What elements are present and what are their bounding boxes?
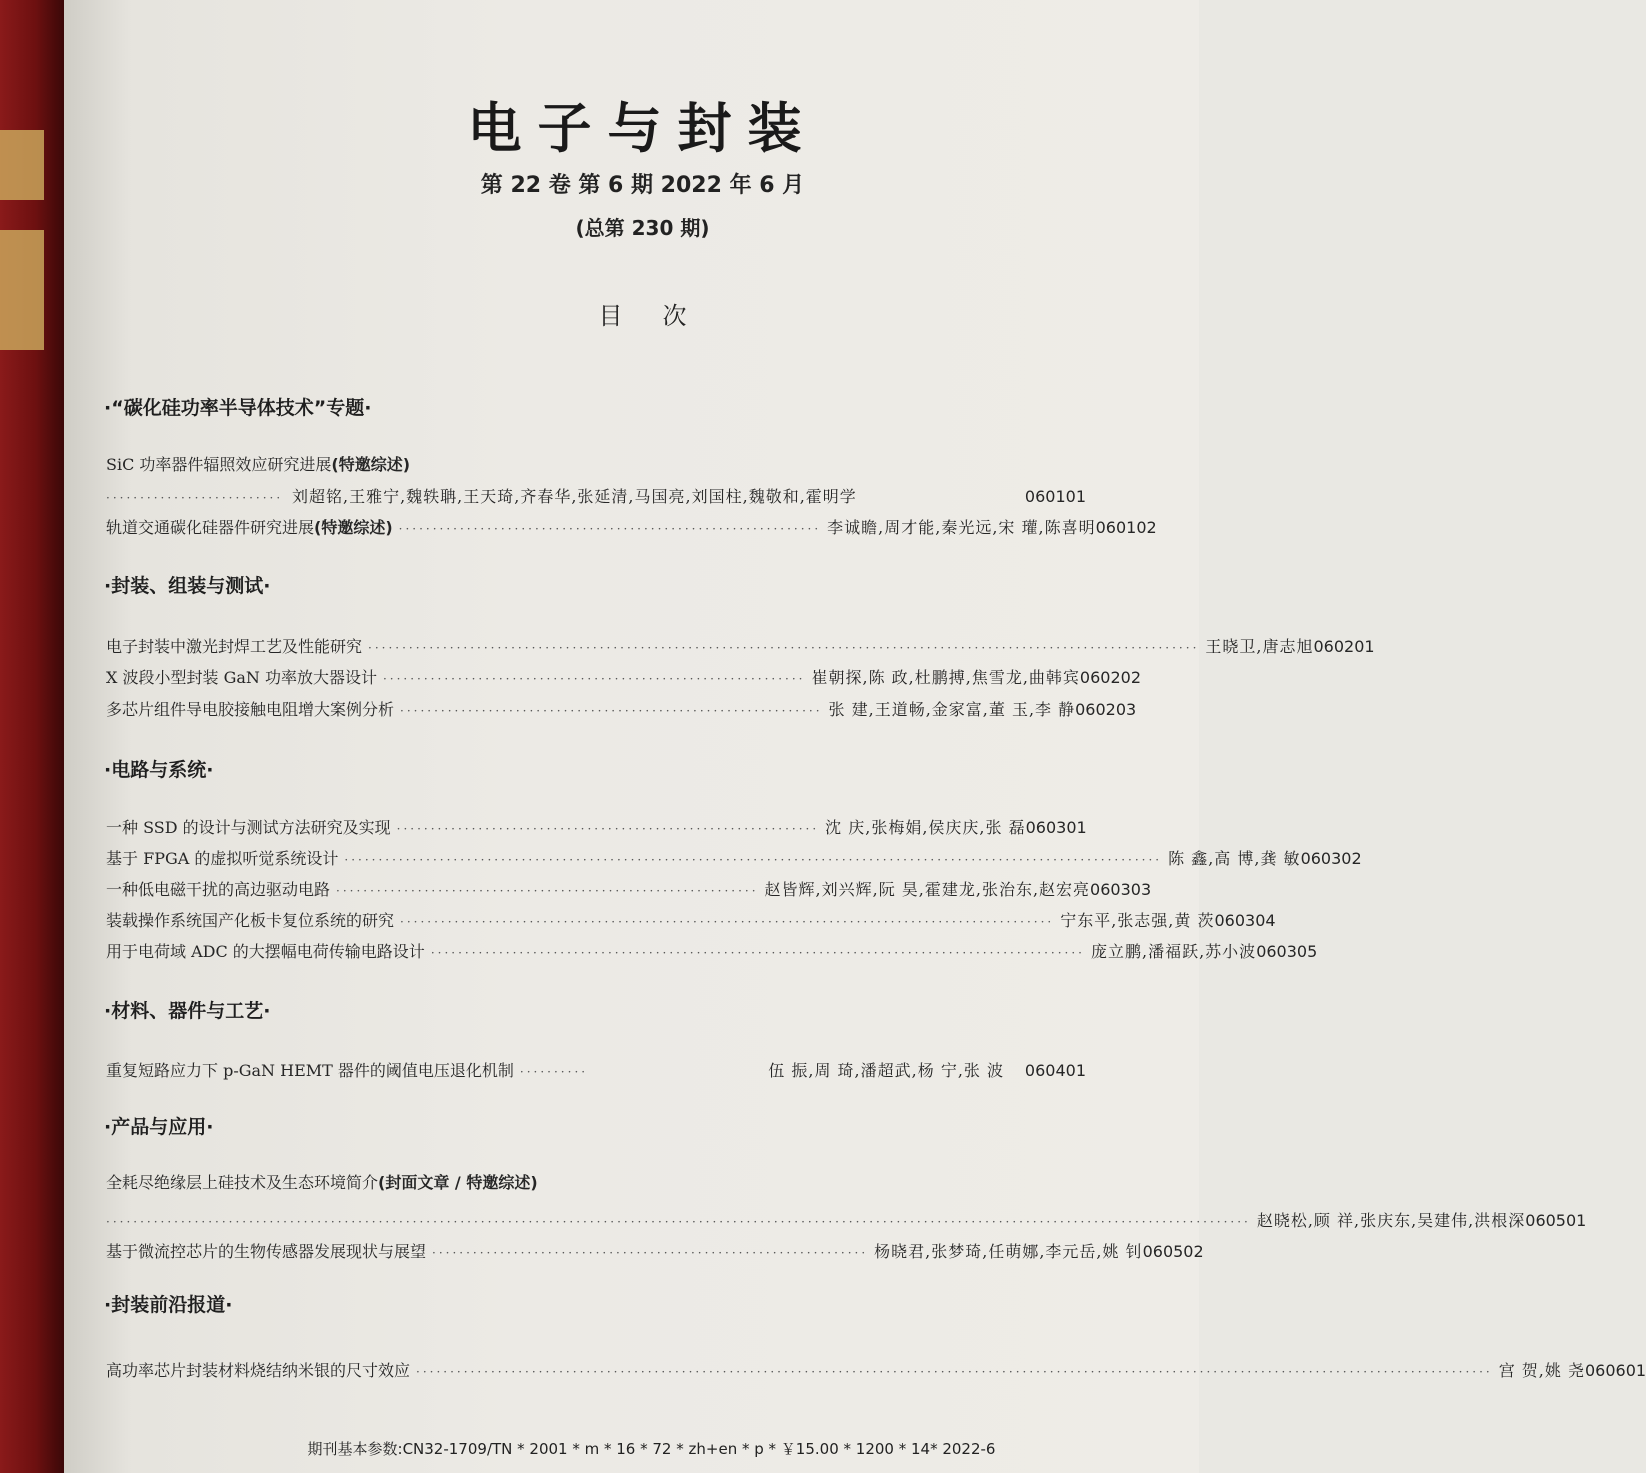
entry-authors: 张 建,王道畅,金家富,董 玉,李 静	[828, 700, 1076, 719]
entry-authors: 庞立鹏,潘福跃,苏小波	[1091, 942, 1257, 961]
entry-authors: 赵晓松,顾 祥,张庆东,吴建伟,洪根深	[1256, 1211, 1526, 1230]
entry-code: 060305	[1256, 942, 1318, 961]
entry-title: 基于 FPGA 的虚拟听觉系统设计	[106, 849, 339, 868]
entry-tag: (特邀综述)	[314, 518, 393, 537]
entry-authors: 宫 贺,姚 尧	[1498, 1361, 1585, 1380]
section-heading: ·“碳化硅功率半导体技术”专题·	[104, 397, 372, 419]
toc-entry[interactable]	[106, 634, 1375, 660]
toc-entry[interactable]	[106, 1358, 1646, 1384]
entry-title: 全耗尽绝缘层上硅技术及生态环境简介	[106, 1173, 379, 1192]
leader-dots: ································································································	[400, 915, 1055, 929]
entry-code: 060303	[1090, 880, 1152, 899]
toc-entry[interactable]	[106, 1208, 1587, 1234]
toc-entry[interactable]	[106, 665, 1141, 691]
entry-title: 装载操作系统国产化板卡复位系统的研究	[106, 911, 395, 930]
toc-entry[interactable]	[106, 939, 1318, 965]
entry-title: 轨道交通碳化硅器件研究进展	[106, 518, 315, 537]
toc-entry[interactable]	[106, 484, 1086, 510]
total-issue: (总第 230 期)	[575, 216, 710, 240]
entry-title: 电子封装中激光封焊工艺及性能研究	[106, 637, 363, 656]
entry-code: 060203	[1075, 700, 1137, 719]
toc-entry[interactable]	[106, 877, 1152, 903]
cover-spine	[0, 0, 64, 1473]
leader-dots: ······························································	[336, 884, 759, 898]
entry-code: 060401	[1024, 1061, 1086, 1080]
leader-dots: ··························	[106, 491, 284, 505]
leader-dots: ························································································································	[344, 853, 1163, 867]
entry-title: X 波段小型封装 GaN 功率放大器设计	[106, 668, 377, 687]
leader-dots: ······························································	[398, 522, 822, 536]
toc-entry-title-line[interactable]	[106, 452, 1086, 478]
entry-code: 060102	[1095, 518, 1157, 537]
entry-code: 060302	[1300, 849, 1362, 868]
toc-entry[interactable]	[106, 1058, 1086, 1084]
entry-title: 一种 SSD 的设计与测试方法研究及实现	[106, 818, 391, 837]
leader-dots: ······························································	[400, 704, 823, 718]
entry-title: 高功率芯片封装材料烧结纳米银的尺寸效应	[106, 1361, 411, 1380]
leader-dots: ······························································································································································	[416, 1365, 1493, 1379]
toc-entry[interactable]	[106, 815, 1086, 841]
entry-authors: 赵皆辉,刘兴辉,阮 昊,霍建龙,张治东,赵宏亮	[764, 880, 1091, 899]
entry-title: 一种低电磁干扰的高边驱动电路	[106, 880, 331, 899]
entry-authors: 李诚瞻,周才能,秦光远,宋 瓘,陈喜明	[827, 518, 1096, 537]
leader-dots: ··········	[519, 1065, 589, 1079]
entry-authors: 陈 鑫,高 博,龚 敏	[1168, 849, 1301, 868]
entry-code: 060101	[1024, 487, 1086, 506]
entry-tag: (特邀综述)	[331, 455, 411, 474]
leader-dots: ······························································	[396, 822, 820, 836]
section-heading: ·电路与系统·	[104, 759, 214, 781]
entry-code: 060201	[1313, 637, 1375, 656]
section-heading: ·材料、器件与工艺·	[104, 1000, 271, 1022]
entry-authors: 沈 庆,张梅娟,侯庆庆,张 磊	[825, 818, 1026, 837]
entry-authors: 刘超铭,王雅宁,魏轶聃,王天琦,齐春华,张延清,马国亮,刘国柱,魏敬和,霍明学	[292, 487, 857, 506]
toc-entry[interactable]	[106, 846, 1362, 872]
section-heading: ·产品与应用·	[104, 1116, 214, 1138]
leader-dots: ································································································	[430, 946, 1085, 960]
section-heading: ·封装、组装与测试·	[104, 575, 271, 597]
toc-entry[interactable]	[106, 515, 1157, 541]
entry-code: 060301	[1025, 818, 1087, 837]
section-heading: ·封装前沿报道·	[104, 1294, 233, 1316]
entry-code: 060502	[1142, 1242, 1204, 1261]
toc-entry[interactable]	[106, 697, 1137, 723]
toc-entry[interactable]	[106, 908, 1276, 934]
spine-band	[0, 230, 44, 350]
toc-entry[interactable]	[106, 1239, 1204, 1265]
toc-heading: 目次	[598, 302, 727, 330]
leader-dots: ··························································································································	[368, 641, 1200, 655]
leader-dots: ······························································	[382, 672, 806, 686]
entry-title: 重复短路应力下 p-GaN HEMT 器件的阈值电压退化机制	[106, 1061, 514, 1080]
entry-authors: 宁东平,张志强,黄 茨	[1060, 911, 1215, 930]
journal-title: 电子与封装	[467, 96, 818, 160]
entry-tag: (封面文章 / 特邀综述)	[378, 1173, 538, 1192]
entry-title: 多芯片组件导电胶接触电阻增大案例分析	[106, 700, 395, 719]
entry-authors: 崔朝探,陈 政,杜鹏搏,焦雪龙,曲韩宾	[811, 668, 1080, 687]
entry-title: 基于微流控芯片的生物传感器发展现状与展望	[106, 1242, 427, 1261]
contents-page	[64, 0, 1646, 1473]
entry-title: 用于电荷域 ADC 的大摆幅电荷传输电路设计	[106, 942, 425, 961]
entry-authors: 杨晓君,张梦琦,任萌娜,李元岳,姚 钊	[874, 1242, 1143, 1261]
entry-title: SiC 功率器件辐照效应研究进展	[106, 455, 332, 474]
issue-info: 第 22 卷 第 6 期 2022 年 6 月	[480, 173, 805, 198]
entry-code: 060304	[1214, 911, 1276, 930]
entry-authors: 伍 振,周 琦,潘超武,杨 宁,张 波	[768, 1061, 1004, 1080]
entry-code: 060601	[1584, 1361, 1646, 1380]
entry-code: 060202	[1079, 668, 1141, 687]
leader-dots: ········································································································································································	[106, 1215, 1251, 1229]
journal-parameters: 期刊基本参数:CN32-1709/TN * 2001 * m * 16 * 72 * zh+en * p * ￥15.00 * 1200 * 14* 2022-6	[307, 1440, 996, 1458]
entry-authors: 王晓卫,唐志旭	[1205, 637, 1314, 656]
spine-band	[0, 130, 44, 200]
toc-entry-title-line[interactable]	[106, 1170, 1086, 1196]
entry-code: 060501	[1525, 1211, 1587, 1230]
leader-dots: ································································	[432, 1246, 869, 1260]
